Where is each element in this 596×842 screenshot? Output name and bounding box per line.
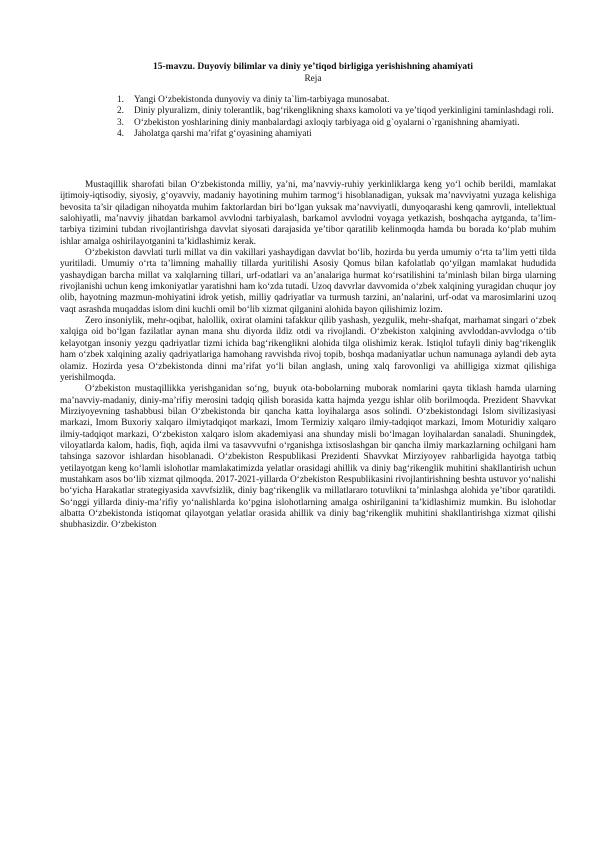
plan-list [117,95,555,140]
body-paragraph: Mustaqillik sharofati bilan O‘zbekistonda milliy, ya’ni, ma’navviy-ruhiy yerkinliklarga keng yo‘l ochib berildi, mamlakat ijtimoiy-iqtisodiy, siyosiy, g‘oyavviy, madaniy hayotining muhim tarmog‘i hisoblanadigan, yuksak ma’navviyatni yuzaga kelishiga bevosita ta’sir qiladigan nihoyatda muhim faktorlardan biri bo‘lgan yuksak ma’navviyatli, dunyoqarashi keng qamrovli, intellektual salohiyatli, ma’navviy jihatdan barkamol avvlodni tarbiyalash, barkamol avvlodni voyaga yetkazish, boshqacha aytganda, ta’lim-tarbiya tizimini tubdan rivojlantirishga davvlat siyosati darajasida ye’tibor qaratilib kelinmoqda hamda bu borada ko‘plab muhim ishlar amalga oshirilayotganini ta’kidlashimiz kerak. [60,180,556,247]
body-paragraph: O‘zbekiston mustaqillikka yerishganidan so‘ng, buyuk ota-bobolarning muborak nomlarini qayta tiklash hamda ularning ma’navviy-madaniy, diniy-ma’rifiy merosini tadqiq qilish borasida katta hajmda yezgu ishlar olib borilmoqda. Prezident Shavvkat Mirziyoyevning tashabbusi bilan O‘zbekistonda bir qancha katta loyihalarga asos solindi. O‘zbekistondagi Islom sivilizasiyasi markazi, Imom Buxoriy xalqaro ilmiytadqiqot markazi, Imom Termiziy xalqaro ilmiy-tadqiqot markazi, Imom Moturidiy xalqaro ilmiy-tadqiqot markazi, O‘zbekiston xalqaro islom akademiyasi ana shunday misli bo‘lmagan loyihalardan sanaladi. Shuningdek, viloyatlarda kalom, hadis, fiqh, aqida ilmi va tasavvvufni o‘rganishga ixtisoslashgan bir qancha ilmiy markazlarning ochilgani ham tahsinga sazovor ishlardan hisoblanadi. O‘zbekiston Respublikasi Prezidenti Shavvkat Mirziyoyev rahbarligida hayotga tatbiq yetilayotgan keng ko‘lamli islohotlar mamlakatimizda yelatlar orasidagi ahillik va diniy bag‘rikenglik muhitini shakllantirish uchun mustahkam asos bo‘lib xizmat qilmoqda. 2017-2021-yillarda O‘zbekiston Respublikasini rivojlantirishning beshta ustuvor yo‘nalishi bo‘yicha Harakatlar strategiyasida xavvfsizlik, diniy bag‘rikenglik va millatlararo totuvlikni ta’minlashga alohida ye’tibor qaratildi. So‘nggi yillarda diniy-ma’rifiy yo‘nalishlarda ko‘pgina islohotlarning amalga oshirilganini ta’kidlashimiz mumkin. Bu islohotlar albatta O‘zbekistonda istiqomat qilayotgan yelatlar orasida ahillik va diniy bag‘rikenglik muhitini shakllantirishga xizmat qilishi shubhasizdir. O‘zbekiston [60,384,556,531]
plan-item-number: 3. [117,117,124,128]
plan-item-number: 2. [117,106,124,117]
plan-item-text: Yangi O‘zbekistonda dunyoviy va diniy ta`lim-tarbiyaga munosabat. [134,95,390,105]
body-paragraph: O‘zbekiston davvlati turli millat va din vakillari yashaydigan davvlat bo‘lib, hozirda bu yerda umumiy o‘rta ta’lim yetti tilda yuritiladi. Umumiy o‘rta ta’limning mahalliy tillarda yuritilishi Asosiy Qomus bilan kafolatlab qo‘yilgan mamlakat hududida yashaydigan barcha millat va xalqlarning tillari, urf-odatlari va an’analariga hurmat ko‘rsatilishini ta’minlash bilan birga ularning rivojlanishi uchun keng imkoniyatlar yaratishni ham ko‘zda tutadi. Uzoq davvrlar davvomida o‘zbek xalqining yuragidan chuqur joy olib, hayotning mazmun-mohiyatini idrok yetish, milliy qadriyatlar va turmush tarzini, an’nalarini, urf-odat va marosimlarini uzoq vaqt asrashda muqaddas islom dini kuchli omil bo‘lib xizmat qilganini alohida bayon qilishimiz lozim. [60,248,556,315]
plan-item-number: 4. [117,129,124,140]
plan-item [117,129,555,140]
plan-item-text: Diniy plyuralizm, diniy tolerantlik, bag‘rikenglikning shaxs kamoloti va ye’tiqod yerkinligini taminlashdagi roli. [134,106,554,117]
plan-item-text: O‘zbekiston yoshlarining diniy manbalardagi axloqiy tarbiyaga oid g`oyalarni o`rganishning ahamiyati. [134,117,520,128]
document-title: 15-mavzu. Duyoviy bilimlar va diniy ye’tiqod birligiga yerishishning ahamiyati [153,62,473,72]
plan-item [117,118,555,129]
plan-heading: Reja [304,74,322,84]
plan-item-number: 1. [117,95,124,105]
plan-item-text: Jaholatga qarshi ma’rifat g‘oyasining ahamiyati [134,129,312,140]
body-paragraph: Zero insoniylik, mehr-oqibat, halollik, oxirat olamini tafakkur qilib yashash, yezgulik, mehr-shafqat, marhamat singari o‘zbek xalqiga oid bo‘lgan fazilatlar aynan mana shu diyorda ildiz otdi va rivojlandi. O‘zbekiston xalqining avvloddan-avvlodga o‘tib kelayotgan insoniy yezgu qadriyatlar tizmi ichida bag‘rikenglikni alohida tilga olishimiz kerak. Istiqlol tufayli diniy bag‘rikenglik ham o‘zbek xalqining azaliy qadriyatlariga hamohang ravvishda rivoj topib, boshqa madaniyatlar uchun namunaga aylandi deb ayta olamiz. Hozirda yesa O‘zbekistonda dinni ma’rifat yo‘li bilan anglash, uning xalq farovonligi va ahilligiga xizmat qilishiga yerishilmoqda. [60,316,556,383]
document-body [60,180,556,532]
plan-item [117,106,555,117]
plan-item [117,95,555,106]
